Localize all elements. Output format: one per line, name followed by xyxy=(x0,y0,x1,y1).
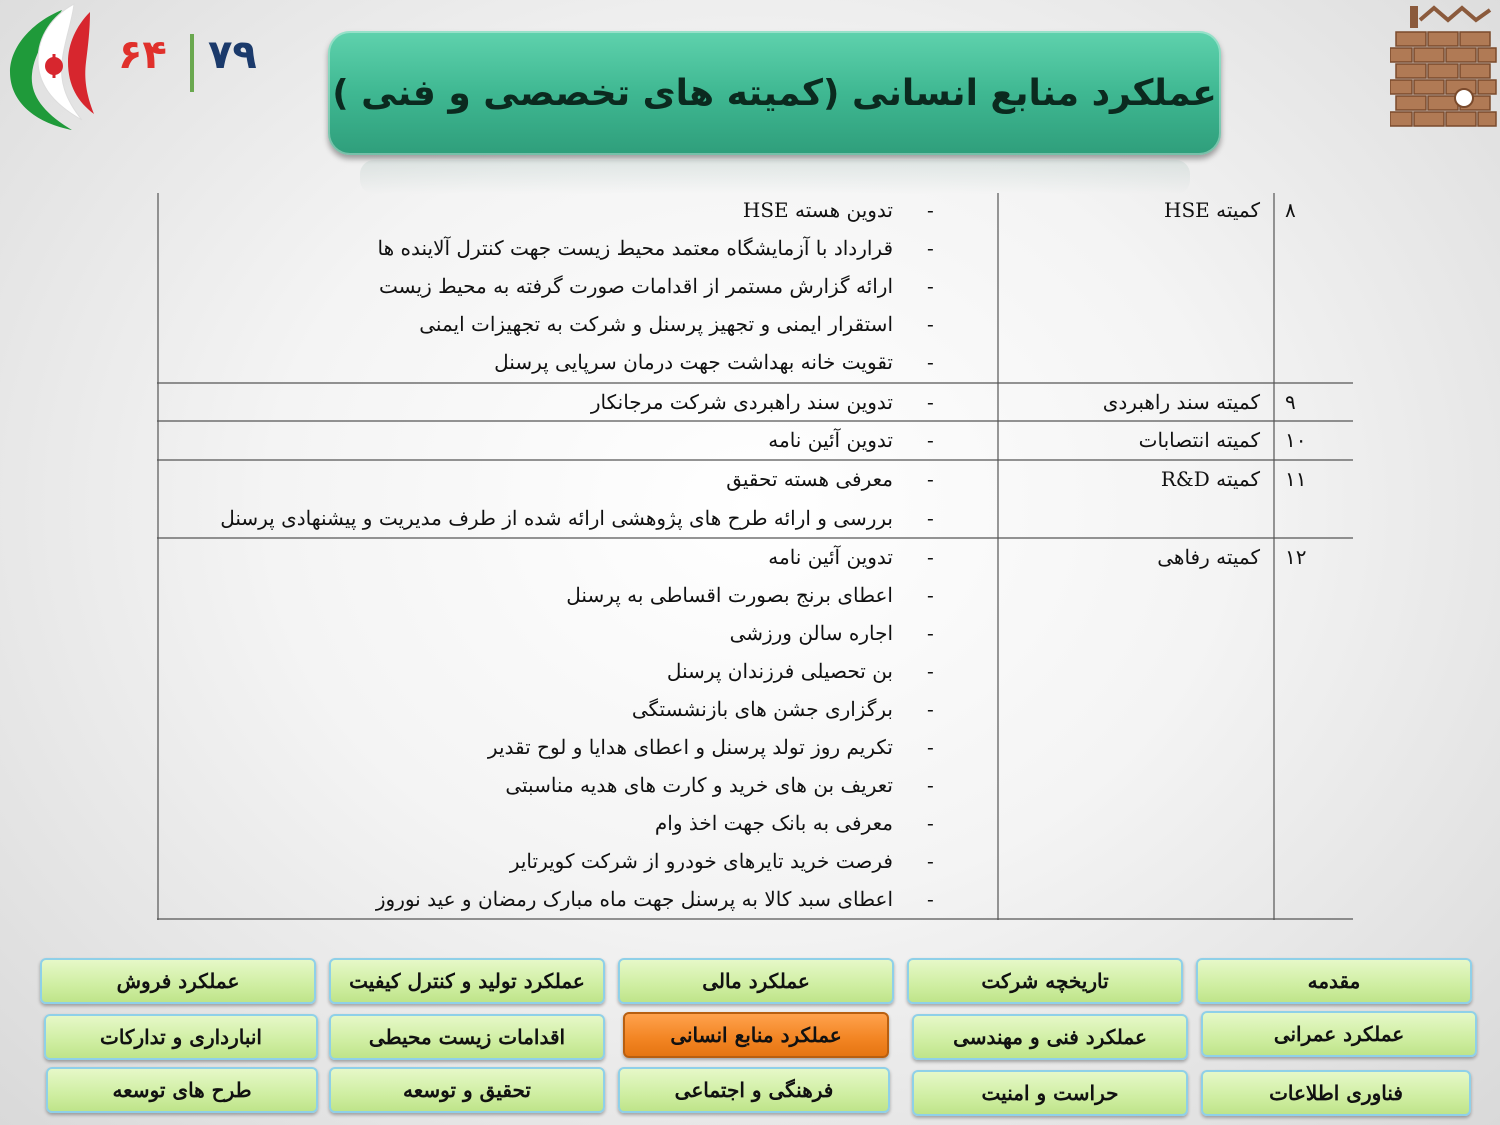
list-item: فرصت خرید تایرهای خودرو از شرکت کویرتایر xyxy=(509,849,893,873)
row-12-number: ۱۲ xyxy=(1285,545,1307,569)
title-reflection xyxy=(360,160,1190,194)
nav-sales-button[interactable]: عملکرد فروش xyxy=(40,958,316,1004)
row-8-committee: کمیته HSE xyxy=(1164,198,1260,222)
list-item: اجاره سالن ورزشی xyxy=(729,621,893,645)
bullet-dash: - xyxy=(927,659,934,683)
bullet-dash: - xyxy=(927,697,934,721)
bullet-dash: - xyxy=(927,236,934,260)
bullet-dash: - xyxy=(927,545,934,569)
nav-cultural-social-button[interactable]: فرهنگی و اجتماعی xyxy=(618,1067,890,1113)
page-current: ۶۴ xyxy=(118,32,167,78)
list-item: بررسی و ارائه طرح های پژوهشی ارائه شده از طرف مدیریت و پیشنهادی پرسنل xyxy=(220,506,893,530)
iran-flag-logo-icon xyxy=(2,2,94,134)
row-11-number: ۱۱ xyxy=(1285,467,1307,491)
bullet-dash: - xyxy=(927,506,934,530)
nav-development-plans-button[interactable]: طرح های توسعه xyxy=(46,1067,318,1113)
nav-environmental-button[interactable]: اقدامات زیست محیطی xyxy=(329,1014,605,1060)
list-item: اعطای سبد کالا به پرسنل جهت ماه مبارک رمضان و عید نوروز xyxy=(375,887,893,911)
list-item: تدوین سند راهبردی شرکت مرجانکار xyxy=(590,390,893,414)
nav-financial-button[interactable]: عملکرد مالی xyxy=(618,958,894,1004)
bullet-dash: - xyxy=(927,887,934,911)
list-item: استقرار ایمنی و تجهیز پرسنل و شرکت به تجهیزات ایمنی xyxy=(419,312,893,336)
row-9-committee: کمیته سند راهبردی xyxy=(1102,390,1260,414)
list-item: بن تحصیلی فرزندان پرسنل xyxy=(666,659,893,683)
list-item: تقویت خانه بهداشت جهت درمان سرپایی پرسنل xyxy=(494,350,893,374)
bullet-dash: - xyxy=(927,621,934,645)
nav-engineering-button[interactable]: عملکرد فنی و مهندسی xyxy=(912,1014,1188,1060)
bullet-dash: - xyxy=(927,583,934,607)
list-item: تکریم روز تولد پرسنل و اعطای هدایا و لوح تقدیر xyxy=(487,735,893,759)
bullet-dash: - xyxy=(927,198,934,222)
bullet-dash: - xyxy=(927,274,934,298)
row-11-committee: کمیته R&D xyxy=(1160,467,1260,491)
bullet-dash: - xyxy=(927,811,934,835)
nav-research-development-button[interactable]: تحقیق و توسعه xyxy=(329,1067,605,1113)
nav-warehouse-procurement-button[interactable]: انبارداری و تدارکات xyxy=(44,1014,318,1060)
row-10-number: ۱۰ xyxy=(1285,428,1307,452)
list-item: تدوین آئین نامه xyxy=(768,545,893,569)
bullet-dash: - xyxy=(927,773,934,797)
list-item: معرفی هسته تحقیق xyxy=(726,467,893,491)
list-item: معرفی به بانک جهت اخذ وام xyxy=(654,811,893,835)
title-banner xyxy=(328,31,1221,155)
nav-company-history-button[interactable]: تاریخچه شرکت xyxy=(907,958,1183,1004)
bullet-dash: - xyxy=(927,467,934,491)
nav-production-quality-button[interactable]: عملکرد تولید و کنترل کیفیت xyxy=(329,958,605,1004)
row-10-committee: کمیته انتصابات xyxy=(1138,428,1260,452)
bullet-dash: - xyxy=(927,350,934,374)
list-item: تدوین هسته HSE xyxy=(742,198,893,222)
page-separator xyxy=(190,34,194,92)
list-item: قرارداد با آزمایشگاه معتمد محیط زیست جهت کنترل آلاینده ها xyxy=(377,236,893,260)
page-title: عملکرد منابع انسانی (کمیته های تخصصی و فنی ) xyxy=(332,72,1217,114)
list-item: ارائه گزارش مستمر از اقدامات صورت گرفته به محیط زیست xyxy=(379,274,893,298)
row-12-committee: کمیته رفاهی xyxy=(1157,545,1260,569)
list-item: برگزاری جشن های بازنشستگی xyxy=(631,697,893,721)
page-total: ۷۹ xyxy=(208,32,257,78)
page-counter xyxy=(118,26,268,96)
bullet-dash: - xyxy=(927,849,934,873)
list-item: اعطای برنج بصورت اقساطی به پرسنل xyxy=(566,583,893,607)
list-item: تعریف بن های خرید و کارت های هدیه مناسبتی xyxy=(505,773,893,797)
nav-intro-button[interactable]: مقدمه xyxy=(1196,958,1472,1004)
nav-construction-button[interactable]: عملکرد عمرانی xyxy=(1201,1011,1477,1057)
row-8-number: ۸ xyxy=(1285,198,1296,222)
row-9-number: ۹ xyxy=(1285,390,1296,414)
bullet-dash: - xyxy=(927,312,934,336)
nav-human-resources-button[interactable]: عملکرد منابع انسانی xyxy=(623,1012,889,1058)
bullet-dash: - xyxy=(927,735,934,759)
company-brick-logo-icon xyxy=(1390,2,1498,130)
list-item: تدوین آئین نامه xyxy=(768,428,893,452)
bullet-dash: - xyxy=(927,390,934,414)
committees-table xyxy=(157,193,1353,920)
nav-security-button[interactable]: حراست و امنیت xyxy=(912,1070,1188,1116)
nav-it-button[interactable]: فناوری اطلاعات xyxy=(1201,1070,1471,1116)
bullet-dash: - xyxy=(927,428,934,452)
